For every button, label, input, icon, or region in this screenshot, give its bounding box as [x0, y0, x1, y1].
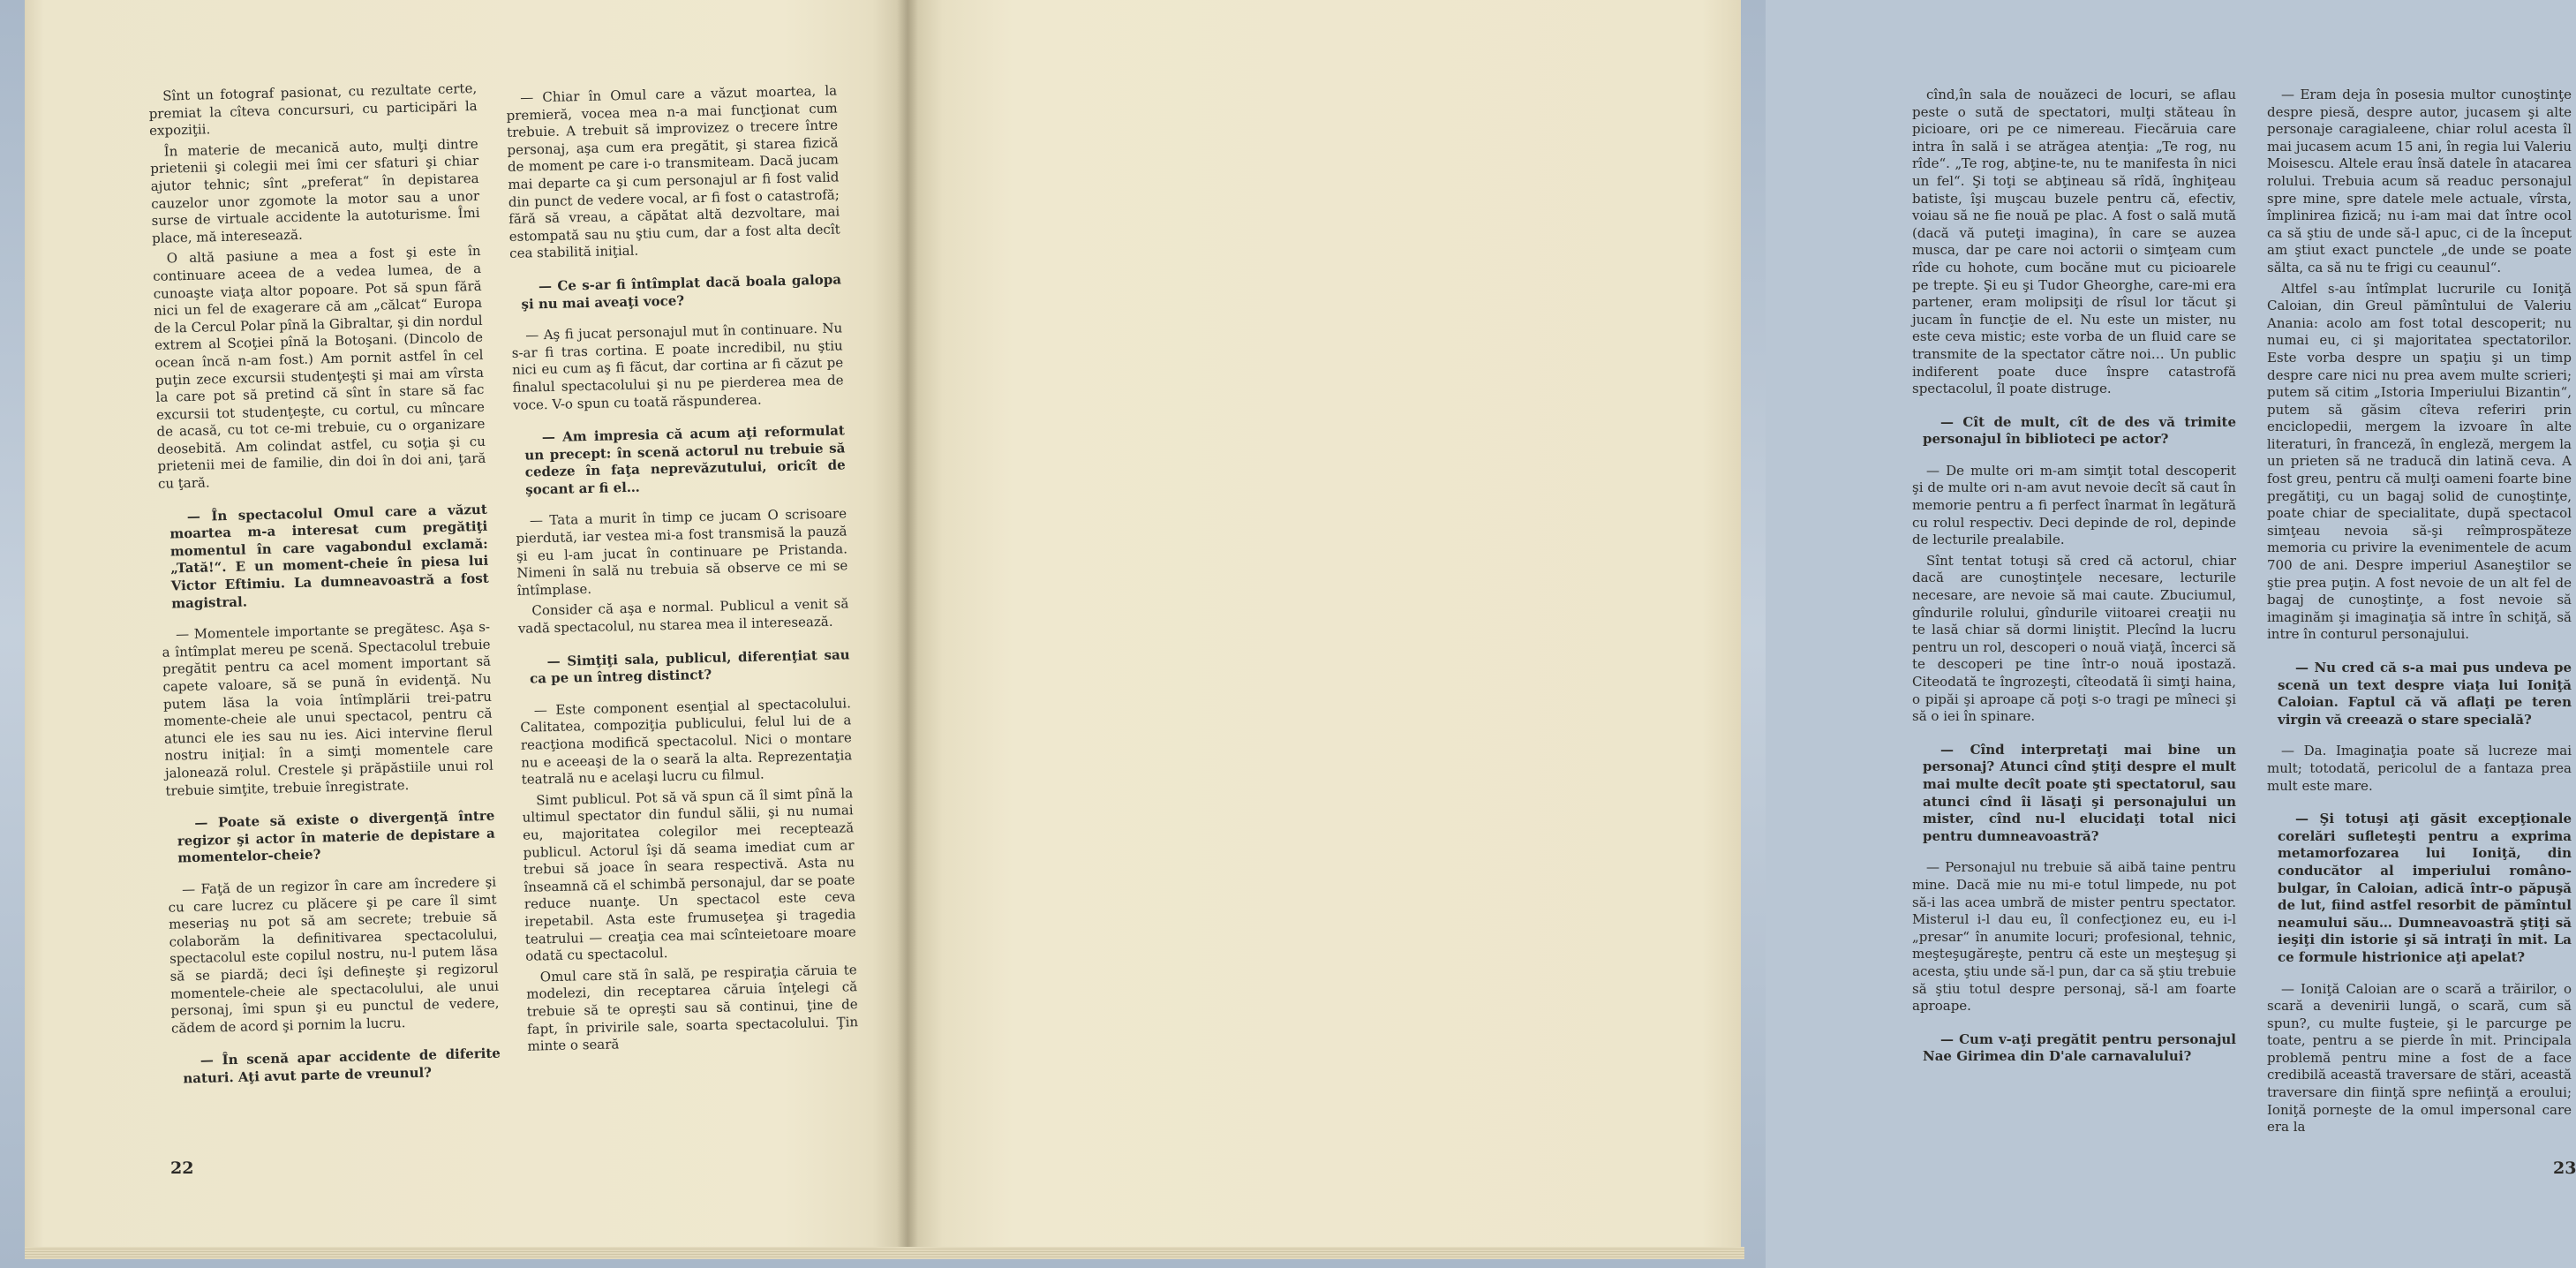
interview-question: — Şi totuşi aţi găsit excepţionale corelări sufleteşti pentru a exprima metamorfozarea lui Ioniţă, din conducător al imperiului româno-bulgar, în Caloian, adică într-o păpuşă de lut, fiind astfel resorbit de pămîntul neamului său… Dumneavoastră ştiţi să ieşiţi din istorie şi să intraţi în mit. La ce formule histrionice aţi apelat?: [2278, 811, 2572, 965]
paragraph: — Personajul nu trebuie să aibă taine pentru mine. Dacă mie nu mi-e totul limpede, nu pot să-i las acea umbră de mister pentru spectator. Misterul i-l dau eu, îl confecţionez eu, eu i-l „presar“ în anumite locuri; profesional, tehnic, meşteşugăreşte, pentru că este un meşteşug şi acesta, ştiu unde să-l pun, dar ca să ştiu trebuie să ştiu totul despre personaj, să-l am foarte aproape.: [1912, 859, 2236, 1015]
page-number-left: 22: [170, 1159, 194, 1178]
interview-question: — Poate să existe o divergenţă între regizor şi actor în materie de depistare a momentelor-cheie?: [177, 807, 495, 866]
text-column-2: [506, 82, 859, 1059]
book-gutter: [897, 0, 918, 1247]
paragraph: În materie de mecanică auto, mulţi dintre prietenii şi colegii mei îmi cer sfaturi şi chiar ajutor tehnic; sînt „preferat“ în depistarea cauzelor unor zgomote la motor sau a unor surse de virtuale accidente la autoturisme. Îmi place, mă interesează.: [150, 135, 480, 246]
paragraph: — Chiar în Omul care a văzut moartea, la premieră, vocea mea n-a mai funcţionat cum trebuie. A trebuit să improvizez o trecere între personaj, aşa cum era pregătit, şi starea fizică de moment pe care i-o transmiteam. Dacă jucam mai departe ca şi cum personajul ar fi fost valid din punct de vedere vocal, ar fi fost o catastrofă; fără să vreau, a căpătat altă dezvoltare, mai estompată sau nu ştiu cum, dar a fost alta decît cea stabilită iniţial.: [506, 82, 840, 262]
interview-question: — Cum v-aţi pregătit pentru personajul Nae Girimea din D'ale carnavalului?: [1923, 1030, 2236, 1065]
paragraph: — Ioniţă Caloian are o scară a trăirilor, o scară a devenirii lungă, o scară, cum să spun?, cu multe fuşteie, şi le parcurge pe toate, pentru a se pierde în mit. Principala problemă pentru mine a fost de a face credibilă această traversare de stări, această traversare din fiinţă spre nefiinţă a eroului; Ioniţă porneşte de la omul impersonal care era la: [2267, 980, 2572, 1136]
page-edges: [25, 1247, 1744, 1259]
right-page: [908, 0, 2576, 1249]
text-column-3: [1912, 87, 2236, 1080]
interview-question: — Nu cred că s-a mai pus undeva pe scenă un text despre viaţa lui Ioniţă Caloian. Faptul că vă aflaţi pe teren virgin vă creează o stare specială?: [2278, 660, 2572, 728]
paragraph: — Este component esenţial al spectacolului. Calitatea, compoziţia publicului, felul lui de a reacţiona modifică spectacolul. Nici o montare nu e aceeaşi de la o seară la alta. Reprezentaţia teatrală nu e acelaşi lucru cu filmul.: [520, 695, 853, 788]
text-column-1: [148, 80, 501, 1102]
paragraph: O altă pasiune a mea a fost şi este în continuare aceea de a vedea lumea, de a cunoaşte viaţa altor popoare. Pot să spun fără nici un fel de exagerare că am „călcat“ Europa de la Cercul Polar pînă la Gibraltar, şi din nordul extrem al Scoţiei pînă la Botoşani. (Dincolo de ocean încă n-am fost.) Am pornit astfel în cel puţin zece excursii studenţeşti şi mai am vîrsta la care pot să pretind că sînt în stare să fac excursii tot studenţeşte, cu cortul, cu mîncare de acasă, cu tot ce-mi trebuie, cu o organizare deosebită. Am colindat astfel, cu soţia şi cu prietenii mei de familie, din doi în doi ani, ţară cu ţară.: [152, 243, 486, 492]
interview-question: — Cînd interpretaţi mai bine un personaj? Atunci cînd ştiţi despre el mult mai multe decît poate şti spectatorul, sau atunci cînd îi lăsaţi şi personajului un mister, cînd nu-l elucidaţi total nici pentru dumneavoastră?: [1923, 741, 2236, 844]
text-column-4: [2267, 87, 2572, 1140]
paragraph: cînd,în sala de nouăzeci de locuri, se aflau peste o sută de spectatori, mulţi stăteau în picioare, ori pe ce nimereau. Fiecăruia care intra în sală i se atrăgea atenţia: „Te rog, nu rîde“. „Te rog, abţine-te, nu te manifesta în nici un fel“. Şi toţi se abţineau să rîdă, înghiţeau batiste, îşi muşcau buzele pentru că, efectiv, voiau să ne fie nouă pe plac. A fost o sală mută (dacă vă puteţi imagina), în care se auzea musca, dar pe care noi actorii o simţeam cum rîde cu hohote, cum bocăne mut cu picioarele pe trepte. Şi eu şi Tudor Gheorghe, care-mi era partener, eram molipsiţi de rîsul lor tăcut şi jucam în funcţie de el. Nu este un mister, nu este ceva mistic; este vorba de un fluid care se transmite de la spectator către noi… Un public indiferent poate duce înspre catastrofă spectacolul, îl poate distruge.: [1912, 87, 2236, 397]
paragraph: — Faţă de un regizor în care am încredere şi cu care lucrez cu plăcere şi pe care îl simt meseriaş nu pot să am secrete; trebuie să colaborăm la definitivarea spectacolului, spectacolul este copilul nostru, nu-l putem lăsa să se piardă; deci îşi defineşte şi regizorul momentele-cheie ale spectacolului, ale unui personaj, îmi spun şi eu punctul de vedere, cădem de acord şi pornim la lucru.: [168, 873, 500, 1037]
paragraph: — Eram deja în posesia multor cunoştinţe despre piesă, despre autor, jucasem şi alte personaje caragialeene, chiar rolul acesta îl mai jucasem acum 15 ani, în regia lui Valeriu Moisescu. Altele erau însă datele în atacarea rolului. Trebuia acum să readuc personajul spre mine, spre datele mele actuale, vîrsta, împlinirea fizică; nu i-am mai dat între ocol ca să ştiu de unde să-l apuc, ci de la început am ştiut exact punctele „de unde se poate sălta, ca să nu te frigi cu ceaunul“.: [2267, 87, 2572, 275]
paragraph: Consider că aşa e normal. Publicul a venit să vadă spectacolul, nu starea mea il interesează.: [517, 595, 849, 637]
paragraph: — Momentele importante se pregătesc. Aşa s-a întîmplat mereu pe scenă. Spectacolul trebuie pregătit pentru ca acel moment important să capete valoare, să se pună în evidenţă. Nu putem lăsa la voia întîmplării trei-patru momente-cheie ale unui spectacol, pentru că atunci ele ies sau nu ies. Aici intervine flerul nostru iniţial: în a simţi momentele care jalonează rolul. Crestele şi prăpăstiile unui rol trebuie simţite, trebuie înregistrate.: [162, 618, 494, 799]
page-number-right: 23: [2553, 1159, 2576, 1178]
interview-question: — Simţiţi sala, publicul, diferenţiat sau ca pe un întreg distinct?: [529, 645, 850, 687]
interview-question: — Ce s-ar fi întîmplat dacă boala galopa şi nu mai aveaţi voce?: [521, 271, 842, 313]
paragraph: Sînt tentat totuşi să cred că actorul, chiar dacă are cunoştinţele necesare, lecturile necesare, are nevoie să mai caute. Zbuciumul, gîndurile rolului, gîndurile viitoarei creaţii nu te lasă chiar să dormi liniştit. Plecînd la lucru pentru un rol, descoperi o nouă viaţă, încerci să te descoperi pe tine într-o nouă ipostază. Citeodată te îngrozeşti, cîteodată îi simţi haina, o pipăi şi aproape că poţi s-o tragi pe mîneci şi să o iei în spinare.: [1912, 552, 2236, 725]
paragraph: — De multe ori m-am simţit total descoperit şi de multe ori n-am avut nevoie decît să caut în memorie pentru a fi perfect înarmat în legătură cu rolul respectiv. Deci depinde de rol, depinde de lecturile prealabile.: [1912, 462, 2236, 548]
interview-question: — Am impresia că acum aţi reformulat un precept: în scenă actorul nu trebuie să cedeze în faţa neprevăzutului, oricît de şocant ar fi el…: [524, 422, 846, 498]
paragraph: Omul care stă în sală, pe respiraţia căruia te modelezi, din receptarea căruia înţelegi că trebuie să te opreşti sau să continui, ţine de fapt, în privirile sale, soarta spectacolului. Ţin minte o seară: [526, 961, 859, 1054]
paragraph: Altfel s-au întîmplat lucrurile cu Ioniţă Caloian, din Greul pămîntului de Valeriu Anania: acolo am fost total descoperit; nu numai eu, ci şi majoritatea spectatorilor. Este vorba despre un spaţiu şi un timp despre care nici nu prea avem multe scrieri; putem să citim „Istoria Imperiului Bizantin“, putem să găsim cîteva referiri prin enciclopedii, mergem la izvoare în alte literaturi, în franceză, în engleză, mergem la un prieten să ne traducă din latină ceva. A fost greu, pentru că mulţi oameni foarte bine pregătiţi, cu un bagaj solid de cunoştinţe, poate chiar de specialitate, după spectacol simţeau nevoia să-şi reîmprospăteze memoria cu privire la evenimentele de acum 700 de ani. Despre imperiul Asaneştilor se ştie prea puţin. A fost nevoie de un alt fel de bagaj de cunoştinţe, a fost nevoie să imaginăm şi imaginaţia să intre în schiţă, să intre în conturul personajului.: [2267, 280, 2572, 643]
interview-question: — În scenă apar accidente de diferite naturi. Aţi avut parte de vreunul?: [183, 1045, 501, 1087]
paragraph: Sînt un fotograf pasionat, cu rezultate certe, premiat la cîteva concursuri, cu participări la expoziţii.: [148, 79, 478, 140]
paragraph: — Aş fi jucat personajul mut în continuare. Nu s-ar fi tras cortina. E poate incredibil, nu ştiu nici eu cum aş fi făcut, dar cortina ar fi căzut pe finalul spectacolului şi nu pe pierderea mea de voce. V-o spun cu toată răspunderea.: [511, 320, 844, 413]
paragraph: Simt publicul. Pot să vă spun că îl simt pînă la ultimul spectator din fundul sălii, şi nu numai eu, majoritatea colegilor mei receptează publicul. Actorul îşi dă seama imediat cum ar trebui să joace în seara respectivă. Asta nu înseamnă că el schimbă personajul, dar se poate reduce nuanţe. Un spectacol este ceva irepetabil. Asta este frumuseţea şi tragedia teatrului — creaţia cea mai scînteietoare moare odată cu spectacolul.: [522, 785, 856, 964]
paragraph: — Da. Imaginaţia poate să lucreze mai mult; totodată, pericolul de a fantaza prea mult este mare.: [2267, 743, 2572, 794]
interview-question: — În spectacolul Omul care a văzut moartea m-a interesat cum pregătiţi momentul în care vagabondul exclamă: „Tată!“. E un moment-cheie în piesa lui Victor Eftimiu. La dumneavoastră a fost magistral.: [169, 501, 489, 612]
left-page: [25, 0, 908, 1249]
paragraph: — Tata a murit în timp ce jucam O scrisoare pierdută, iar vestea mi-a fost transmisă la pauză şi eu l-am jucat în continuare pe Pristanda. Nimeni în sală nu trebuia să observe ce mi se întîmplase.: [516, 505, 848, 599]
interview-question: — Cît de mult, cît de des vă trimite personajul în biblioteci pe actor?: [1923, 413, 2236, 448]
